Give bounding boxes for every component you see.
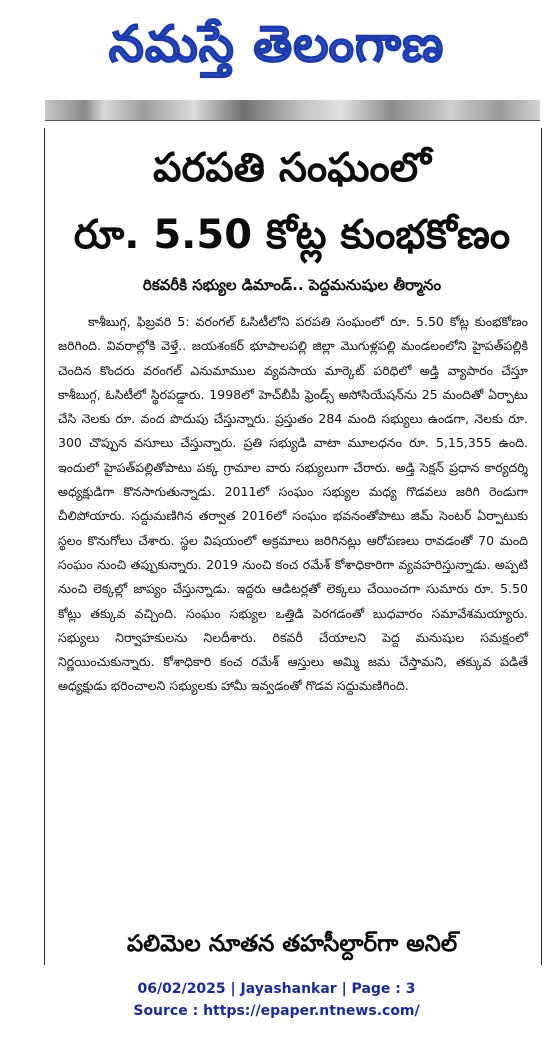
article-headline-line2: రూ. 5.50 కోట్ల కుంభకోణం: [73, 212, 511, 258]
next-article-headline: పలిమెల నూతన తహసీల్దార్‌గా అనిల్: [126, 931, 458, 957]
masthead: [0, 0, 553, 100]
footer-date-page: 06/02/2025 | Jayashankar | Page : 3: [137, 981, 416, 997]
photo-strip-image: [45, 100, 540, 121]
article-subheadline: రికవరీకి సభ్యుల డిమాండ్.. పెద్దమనుషుల తీర్మానం: [142, 276, 442, 294]
newspaper-logo: నమస్తే తెలంగాణ: [108, 15, 445, 73]
article-body: కాశీబుగ్గ, ఫిబ్రవరి 5: వరంగల్ ఓసిటీలోని పరపతి సంఘంలో రూ. 5.50 కోట్ల కుంభకోణం జరిగింది. వివరాల్లోకి వెళ్తే.. జయశంకర్ భూపాలపల్లి జిల్లా మొగుళ్లపల్లి మండలంలోని హైపత్‌పల్లికి చెందిన కొందరు వరంగల్ ఎనుమాముల వ్యవసాయ మార్కెట్ పరిధిలో అడ్తి వ్యాపారం చేస్తూ కాశీబుగ్గ, ఓసిటీలో స్థిరపడ్డారు. 1998లో హెచ్‌బీపీ ఫ్రెండ్స్ అసోసియేషన్‌ను 25 మందితో ఏర్పాటు చేసి నెలకు రూ. వంద పొదుపు చేస్తున్నారు. ప్రస్తుతం 284 మంది సభ్యులు ఉండగా, నెలకు రూ. 300 చొప్పున వసూలు చేస్తున్నారు. ప్రతి సభ్యుడి వాటా మూలధనం రూ. 5,15,355 ఉంది. ఇందులో హైపత్‌పల్లితోపాటు పక్క గ్రామాల వారు సభ్యులుగా చేరారు. అడ్తి సెక్షన్ ప్రధాన కార్యదర్శి అధ్యక్షుడిగా కొనసాగుతున్నాడు. 2011లో సంఘం సభ్యుల మధ్య గొడవలు జరిగి రెండుగా చీలిపోయారు. సద్దుమణిగిన తర్వాత 2016లో సంఘం భవనంతోపాటు జిమ్ సెంటర్ ఏర్పాటుకు స్థలం కొనుగోలు చేశారు. స్థల విషయంలో అక్రమాలు జరిగినట్లు ఆరోపణలు రావడంతో 70 మంది సంఘం నుంచి తప్పుకున్నారు. 2019 నుంచి కంచ రమేశ్ కోశాధికారిగా వ్యవహరిస్తున్నాడు. అప్పటి నుంచి లెక్కల్లో జాప్యం చేస్తున్నాడు. ఇద్దరు ఆడిటర్లతో లెక్కలు చేయించగా సుమారు రూ. 5.50 కోట్లు తక్కువ వచ్చింది. సంఘం సభ్యుల ఒత్తిడి పెరగడంతో బుధవారం సమావేశమయ్యారు. సభ్యులు నిర్వాహకులను నిలదీశారు. రికవరీ చేయాలని పెద్ద మనుషుల సమక్షంలో నిర్ణయించుకున్నారు. కోశాధికారి కంచ రమేశ్ ఆస్తులు అమ్మి జమ చేస్తామని, తక్కువ పడితే అధ్యక్షుడు భరించాలని సభ్యులకు హామీ ఇవ్వడంతో గొడవ సద్దుమణిగింది.: [58, 314, 528, 694]
footer-source-link[interactable]: Source : https://epaper.ntnews.com/: [133, 1003, 420, 1019]
article-headline-line1: పరపతి సంఘంలో: [153, 145, 431, 191]
